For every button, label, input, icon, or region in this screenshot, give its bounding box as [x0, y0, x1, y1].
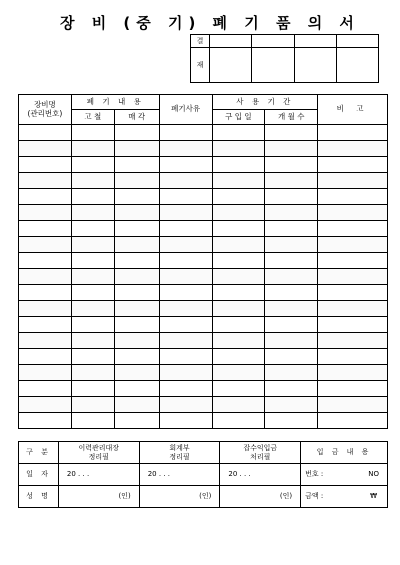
table-cell[interactable]: [19, 205, 72, 221]
table-cell[interactable]: [212, 285, 265, 301]
header-purchase-date: 구 입 일: [212, 110, 265, 125]
table-cell[interactable]: [71, 269, 114, 285]
amount-label: 금액 :: [305, 492, 324, 501]
table-cell[interactable]: [159, 365, 212, 381]
table-cell[interactable]: [212, 221, 265, 237]
table-cell[interactable]: [114, 285, 159, 301]
table-cell[interactable]: [71, 221, 114, 237]
table-row: [19, 141, 388, 157]
table-cell[interactable]: [318, 333, 388, 349]
table-cell[interactable]: [159, 205, 212, 221]
table-cell[interactable]: [212, 349, 265, 365]
table-cell[interactable]: [71, 333, 114, 349]
table-row: [19, 349, 388, 365]
header-misc-income: [220, 442, 301, 464]
header-equipment-name-label: 장비명: [34, 99, 56, 109]
table-cell[interactable]: [114, 125, 159, 141]
table-cell[interactable]: [265, 285, 318, 301]
table-cell[interactable]: [265, 365, 318, 381]
table-cell[interactable]: [212, 205, 265, 221]
table-cell[interactable]: [71, 397, 114, 413]
table-cell[interactable]: [318, 237, 388, 253]
table-cell[interactable]: [265, 397, 318, 413]
table-cell[interactable]: [71, 285, 114, 301]
table-cell[interactable]: [318, 317, 388, 333]
table-cell[interactable]: [114, 205, 159, 221]
table-cell[interactable]: [265, 349, 318, 365]
header-history-ledger-line2: 정리필: [88, 452, 109, 461]
table-cell[interactable]: [212, 301, 265, 317]
processing-table: [18, 441, 388, 508]
table-cell[interactable]: [71, 365, 114, 381]
table-cell[interactable]: [212, 189, 265, 205]
table-cell[interactable]: [265, 221, 318, 237]
table-cell[interactable]: [19, 365, 72, 381]
table-cell[interactable]: [212, 125, 265, 141]
table-cell[interactable]: [212, 365, 265, 381]
amount-field[interactable]: [301, 486, 388, 508]
table-cell[interactable]: [71, 301, 114, 317]
table-cell[interactable]: [71, 349, 114, 365]
table-cell[interactable]: [159, 125, 212, 141]
approval-header-cell: [336, 35, 378, 48]
table-cell[interactable]: [71, 125, 114, 141]
table-cell[interactable]: [159, 269, 212, 285]
table-cell[interactable]: [159, 301, 212, 317]
table-cell[interactable]: [265, 189, 318, 205]
table-cell[interactable]: [114, 381, 159, 397]
table-row: [19, 301, 388, 317]
date-field-income[interactable]: 20 . . .: [220, 464, 301, 486]
table-cell[interactable]: [71, 381, 114, 397]
table-cell[interactable]: [19, 285, 72, 301]
table-cell[interactable]: [159, 157, 212, 173]
table-cell[interactable]: [114, 301, 159, 317]
table-cell[interactable]: [114, 269, 159, 285]
table-cell[interactable]: [114, 189, 159, 205]
header-scrap: 고 철: [71, 110, 114, 125]
table-cell[interactable]: [19, 413, 72, 429]
table-cell[interactable]: [71, 173, 114, 189]
table-cell[interactable]: [159, 237, 212, 253]
table-cell[interactable]: [318, 253, 388, 269]
table-row: [19, 381, 388, 397]
table-cell[interactable]: [212, 397, 265, 413]
table-cell[interactable]: [19, 317, 72, 333]
header-accounting: [139, 442, 220, 464]
table-row: [19, 333, 388, 349]
table-cell[interactable]: [159, 381, 212, 397]
document-title: 장 비 (중 기) 폐 기 품 의 서: [60, 14, 360, 32]
seal-field-history[interactable]: (인): [58, 486, 139, 508]
table-cell[interactable]: [318, 349, 388, 365]
table-cell[interactable]: [159, 317, 212, 333]
table-cell[interactable]: [19, 221, 72, 237]
table-cell[interactable]: [159, 221, 212, 237]
header-history-ledger-line1: 이력관리대장: [78, 444, 120, 453]
table-cell[interactable]: [212, 253, 265, 269]
seal-field-income[interactable]: (인): [220, 486, 301, 508]
table-cell[interactable]: [114, 333, 159, 349]
header-months: 개 월 수: [265, 110, 318, 125]
table-cell[interactable]: [114, 237, 159, 253]
table-cell[interactable]: [71, 253, 114, 269]
table-row: [19, 157, 388, 173]
approval-sign-cell[interactable]: [252, 48, 294, 83]
table-cell[interactable]: [114, 221, 159, 237]
table-cell[interactable]: [265, 413, 318, 429]
table-cell[interactable]: [159, 141, 212, 157]
table-row: [19, 413, 388, 429]
table-cell[interactable]: [265, 141, 318, 157]
header-usage-period: 사 용 기 간: [212, 95, 318, 110]
table-cell[interactable]: [318, 173, 388, 189]
approval-label-bottom: [191, 48, 210, 83]
table-cell[interactable]: [265, 253, 318, 269]
table-cell[interactable]: [318, 301, 388, 317]
disposal-table-body: [19, 125, 388, 429]
table-cell[interactable]: [212, 381, 265, 397]
header-deposit-details: 입 금 내 용: [301, 442, 388, 464]
table-cell[interactable]: [212, 269, 265, 285]
approval-header-cell: [210, 35, 252, 48]
header-disposal-content: 폐 기 내 용: [71, 95, 159, 110]
number-field[interactable]: [301, 464, 388, 486]
table-cell[interactable]: [265, 173, 318, 189]
table-cell[interactable]: [318, 413, 388, 429]
table-cell[interactable]: [19, 253, 72, 269]
table-cell[interactable]: [212, 317, 265, 333]
label-date: 일 자: [19, 464, 59, 486]
table-cell[interactable]: [318, 157, 388, 173]
table-cell[interactable]: [114, 413, 159, 429]
table-cell[interactable]: [19, 301, 72, 317]
table-cell[interactable]: [318, 365, 388, 381]
table-cell[interactable]: [212, 173, 265, 189]
table-cell[interactable]: [71, 205, 114, 221]
number-suffix: NO: [368, 470, 379, 479]
approval-label-bottom-text: 재: [196, 60, 204, 69]
table-row: [19, 125, 388, 141]
table-cell[interactable]: [19, 237, 72, 253]
number-label: 번호 :: [305, 470, 324, 479]
table-cell[interactable]: [159, 333, 212, 349]
table-cell[interactable]: [265, 333, 318, 349]
table-cell[interactable]: [318, 141, 388, 157]
header-misc-income-line1: 잡수익입금: [243, 444, 278, 453]
table-cell[interactable]: [71, 157, 114, 173]
table-cell[interactable]: [19, 125, 72, 141]
table-cell[interactable]: [19, 189, 72, 205]
table-cell[interactable]: [71, 141, 114, 157]
table-row: [19, 365, 388, 381]
table-cell[interactable]: [159, 397, 212, 413]
table-cell[interactable]: [212, 157, 265, 173]
table-cell[interactable]: [114, 157, 159, 173]
table-cell[interactable]: [114, 173, 159, 189]
table-row: [19, 269, 388, 285]
table-cell[interactable]: [71, 237, 114, 253]
table-cell[interactable]: [212, 237, 265, 253]
table-cell[interactable]: [265, 237, 318, 253]
table-cell[interactable]: [265, 125, 318, 141]
table-cell[interactable]: [159, 189, 212, 205]
header-management-no-label: (관리번호): [27, 108, 63, 118]
disposal-table: [18, 94, 388, 429]
table-cell[interactable]: [19, 269, 72, 285]
table-cell[interactable]: [212, 141, 265, 157]
table-cell[interactable]: [318, 285, 388, 301]
table-row: [19, 285, 388, 301]
header-equipment-name: [19, 95, 72, 125]
label-name: 성 명: [19, 486, 59, 508]
table-cell[interactable]: [265, 157, 318, 173]
table-row: [19, 189, 388, 205]
table-row: [19, 173, 388, 189]
table-cell[interactable]: [265, 317, 318, 333]
table-cell[interactable]: [71, 189, 114, 205]
table-cell[interactable]: [212, 413, 265, 429]
table-cell[interactable]: [19, 333, 72, 349]
header-remarks: 비 고: [318, 95, 388, 125]
approval-box: [190, 34, 379, 83]
table-cell[interactable]: [114, 317, 159, 333]
label-category: 구 분: [19, 442, 59, 464]
header-accounting-line1: 회계부: [169, 444, 190, 453]
table-cell[interactable]: [265, 269, 318, 285]
table-cell[interactable]: [114, 253, 159, 269]
table-cell[interactable]: [71, 413, 114, 429]
table-cell[interactable]: [159, 285, 212, 301]
table-cell[interactable]: [265, 381, 318, 397]
table-cell[interactable]: [114, 397, 159, 413]
table-cell[interactable]: [212, 333, 265, 349]
approval-sign-cell[interactable]: [294, 48, 336, 83]
table-cell[interactable]: [159, 173, 212, 189]
table-cell[interactable]: [19, 381, 72, 397]
table-cell[interactable]: [71, 317, 114, 333]
table-cell[interactable]: [318, 205, 388, 221]
table-row: [19, 397, 388, 413]
table-cell[interactable]: [159, 413, 212, 429]
table-cell[interactable]: [114, 141, 159, 157]
table-cell[interactable]: [265, 205, 318, 221]
table-cell[interactable]: [265, 301, 318, 317]
date-field-history[interactable]: 20 . . .: [58, 464, 139, 486]
table-cell[interactable]: [318, 221, 388, 237]
table-cell[interactable]: [19, 397, 72, 413]
table-cell[interactable]: [318, 381, 388, 397]
table-cell[interactable]: [318, 397, 388, 413]
table-cell[interactable]: [19, 349, 72, 365]
date-field-accounting[interactable]: 20 . . .: [139, 464, 220, 486]
table-row: [19, 221, 388, 237]
approval-sign-cell[interactable]: [210, 48, 252, 83]
header-disposal-reason: 폐기사유: [159, 95, 212, 125]
table-row: [19, 205, 388, 221]
table-cell[interactable]: [159, 349, 212, 365]
table-cell[interactable]: [318, 269, 388, 285]
approval-sign-cell[interactable]: [336, 48, 378, 83]
approval-label-top: 결: [191, 35, 210, 48]
header-sale: 매 각: [114, 110, 159, 125]
header-history-ledger: [58, 442, 139, 464]
amount-suffix: ₩: [370, 492, 377, 501]
table-row: [19, 237, 388, 253]
table-cell[interactable]: [159, 253, 212, 269]
approval-header-cell: [252, 35, 294, 48]
table-cell[interactable]: [19, 141, 72, 157]
table-row: [19, 253, 388, 269]
table-cell[interactable]: [318, 125, 388, 141]
table-cell[interactable]: [19, 173, 72, 189]
seal-field-accounting[interactable]: (인): [139, 486, 220, 508]
table-cell[interactable]: [114, 365, 159, 381]
header-misc-income-line2: 처리필: [250, 452, 271, 461]
header-accounting-line2: 정리필: [169, 452, 190, 461]
approval-header-cell: [294, 35, 336, 48]
table-cell[interactable]: [318, 189, 388, 205]
table-cell[interactable]: [19, 157, 72, 173]
table-row: [19, 317, 388, 333]
table-cell[interactable]: [114, 349, 159, 365]
